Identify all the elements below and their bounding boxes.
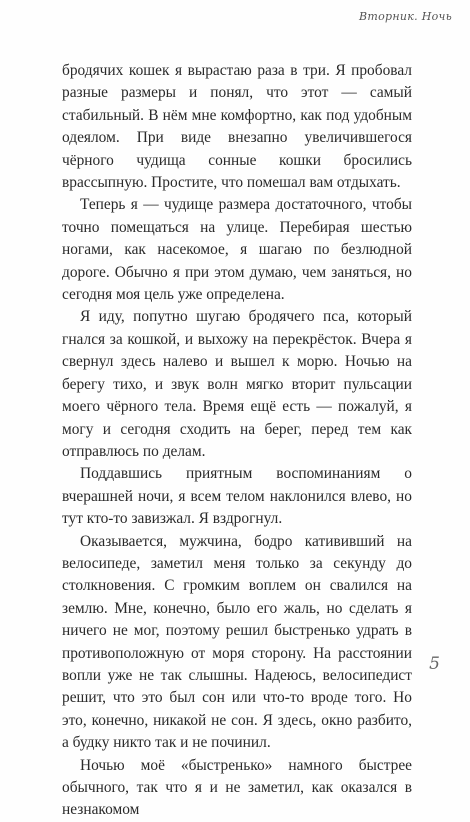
paragraph-5: Оказывается, мужчина, бодро катививший на велосипеде, заметил меня только за секунду до столкновения. С громким воплем он свалился на землю. Мне, конечно, было его жаль, но сделать я ничего не мог, поэтому решил быстренько удрать в противоположную от моря сторону. На расстоянии вопли уже не так слышны. Надеюсь, велосипедист решит, что это был сон или что-то вроде того. Но это, конечно, никакой не сон. Я здесь, окно разбито, а будку никто так и не починил. [62, 532, 412, 752]
paragraph-2: Теперь я — чудище размера достаточного, чтобы точно помещаться на улице. Перебирая шестью ногами, как насекомое, я шагаю по безлюдной дороге. Обычно я при этом думаю, чем заняться, но сегодня моя цель уже определена. [62, 196, 412, 304]
paragraph-1: бродячих кошек я вырастаю раза в три. Я пробовал разные размеры и понял, что этот — самый стабильный. В нём мне комфортно, как под удобным одеялом. При виде внезапно увеличившегося чёрного чудища сонные кошки бросились врассыпную. Простите, что помешал вам отдыхать. [62, 62, 412, 192]
paragraph-4: Поддавшись приятным воспоминаниям о вчерашней ночи, я всем телом наклонился влево, но тут кто-то завизжал. Я вздрогнул. [62, 465, 412, 528]
page-number: 5 [429, 654, 440, 674]
text-block [62, 60, 412, 822]
paragraph-3: Я иду, попутно шугаю бродячего пса, который гнался за кошкой, и выхожу на перекрёсток. Вчера я свернул здесь налево и вышел к морю. Ночью на берегу тихо, и звук волн мягко вторит пульсации моего чёрного тела. Время ещё есть — пожалуй, я могу и сегодня сходить на берег, перед тем как отправлюсь по делам. [62, 308, 412, 460]
paragraph-6: Ночью моё «быстренько» намного быстрее обычного, так что я и не заметил, как оказался в незнакомом [62, 756, 412, 819]
running-head: Вторник. Ночь [358, 10, 452, 23]
